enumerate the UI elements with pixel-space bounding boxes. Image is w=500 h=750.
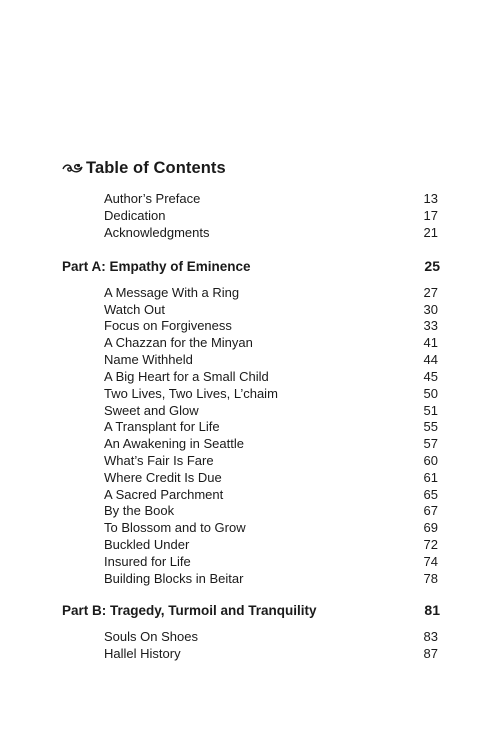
- entry-page: 72: [423, 537, 438, 552]
- toc-entry[interactable]: [104, 207, 438, 224]
- toc-entry[interactable]: [104, 301, 438, 318]
- entry-title: Souls On Shoes: [104, 629, 198, 644]
- entry-page: 67: [423, 503, 438, 518]
- toc-entry[interactable]: [104, 435, 438, 452]
- toc-entry[interactable]: [104, 502, 438, 519]
- entry-page: 65: [423, 487, 438, 502]
- entry-title: A Sacred Parchment: [104, 487, 224, 502]
- entry-page: 87: [423, 646, 438, 661]
- part-a-heading[interactable]: [62, 256, 440, 276]
- entry-page: 51: [423, 403, 438, 418]
- part-title: Part A: Empathy of Eminence: [62, 258, 251, 274]
- entry-title: Insured for Life: [104, 554, 191, 569]
- entry-page: 45: [423, 369, 438, 384]
- entry-page: 33: [423, 318, 438, 333]
- entry-title: A Message With a Ring: [104, 285, 240, 300]
- part-page: 81: [424, 602, 440, 618]
- entry-page: 21: [423, 225, 438, 240]
- entry-page: 50: [423, 386, 438, 401]
- toc-entry[interactable]: [104, 469, 438, 486]
- entry-title: Focus on Forgiveness: [104, 318, 232, 333]
- toc-title: Table of Contents: [86, 158, 226, 177]
- entry-title: Acknowledgments: [104, 225, 210, 240]
- entry-title: By the Book: [104, 503, 175, 518]
- entry-title: Name Withheld: [104, 352, 193, 367]
- toc-entry[interactable]: [104, 553, 438, 570]
- entry-title: Hallel History: [104, 646, 181, 661]
- toc-entry[interactable]: [104, 536, 438, 553]
- toc-entry[interactable]: [104, 224, 438, 241]
- entry-page: 44: [423, 352, 438, 367]
- part-page: 25: [424, 258, 440, 274]
- entry-page: 69: [423, 520, 438, 535]
- entry-page: 17: [423, 208, 438, 223]
- entry-page: 74: [423, 554, 438, 569]
- entry-page: 78: [423, 571, 438, 586]
- entry-title: A Big Heart for a Small Child: [104, 369, 269, 384]
- entry-title: Author’s Preface: [104, 191, 201, 206]
- toc-entry[interactable]: [104, 628, 438, 645]
- toc-entry[interactable]: [104, 351, 438, 368]
- toc-entry[interactable]: [104, 317, 438, 334]
- fleuron-icon: [62, 161, 83, 175]
- toc-entry[interactable]: [104, 402, 438, 419]
- entry-title: What’s Fair Is Fare: [104, 453, 214, 468]
- toc-entry[interactable]: [104, 452, 438, 469]
- entry-title: A Transplant for Life: [104, 419, 220, 434]
- entry-page: 83: [423, 629, 438, 644]
- entry-title: Sweet and Glow: [104, 403, 199, 418]
- toc-entry[interactable]: [104, 385, 438, 402]
- toc-entry[interactable]: [104, 570, 438, 587]
- toc-entry[interactable]: [104, 190, 438, 207]
- toc-entry[interactable]: [104, 486, 438, 503]
- toc-entry[interactable]: [104, 334, 438, 351]
- entry-page: 60: [423, 453, 438, 468]
- entry-title: Building Blocks in Beitar: [104, 571, 244, 586]
- part-title: Part B: Tragedy, Turmoil and Tranquility: [62, 602, 317, 618]
- entry-page: 30: [423, 302, 438, 317]
- entry-title: A Chazzan for the Minyan: [104, 335, 253, 350]
- entry-page: 27: [423, 285, 438, 300]
- entry-title: To Blossom and to Grow: [104, 520, 246, 535]
- entry-page: 57: [423, 436, 438, 451]
- entry-title: An Awakening in Seattle: [104, 436, 244, 451]
- toc-entry[interactable]: [104, 284, 438, 301]
- toc-entry[interactable]: [104, 645, 438, 662]
- toc-entry[interactable]: [104, 519, 438, 536]
- entry-title: Dedication: [104, 208, 166, 223]
- entry-title: Buckled Under: [104, 537, 190, 552]
- entry-title: Watch Out: [104, 302, 165, 317]
- entry-page: 61: [423, 470, 438, 485]
- entry-page: 55: [423, 419, 438, 434]
- toc-entry[interactable]: [104, 418, 438, 435]
- part-b-heading[interactable]: [62, 600, 440, 620]
- entry-title: Where Credit Is Due: [104, 470, 222, 485]
- entry-page: 41: [423, 335, 438, 350]
- entry-title: Two Lives, Two Lives, L’chaim: [104, 386, 278, 401]
- toc-heading: [62, 157, 226, 179]
- entry-page: 13: [423, 191, 438, 206]
- toc-entry[interactable]: [104, 368, 438, 385]
